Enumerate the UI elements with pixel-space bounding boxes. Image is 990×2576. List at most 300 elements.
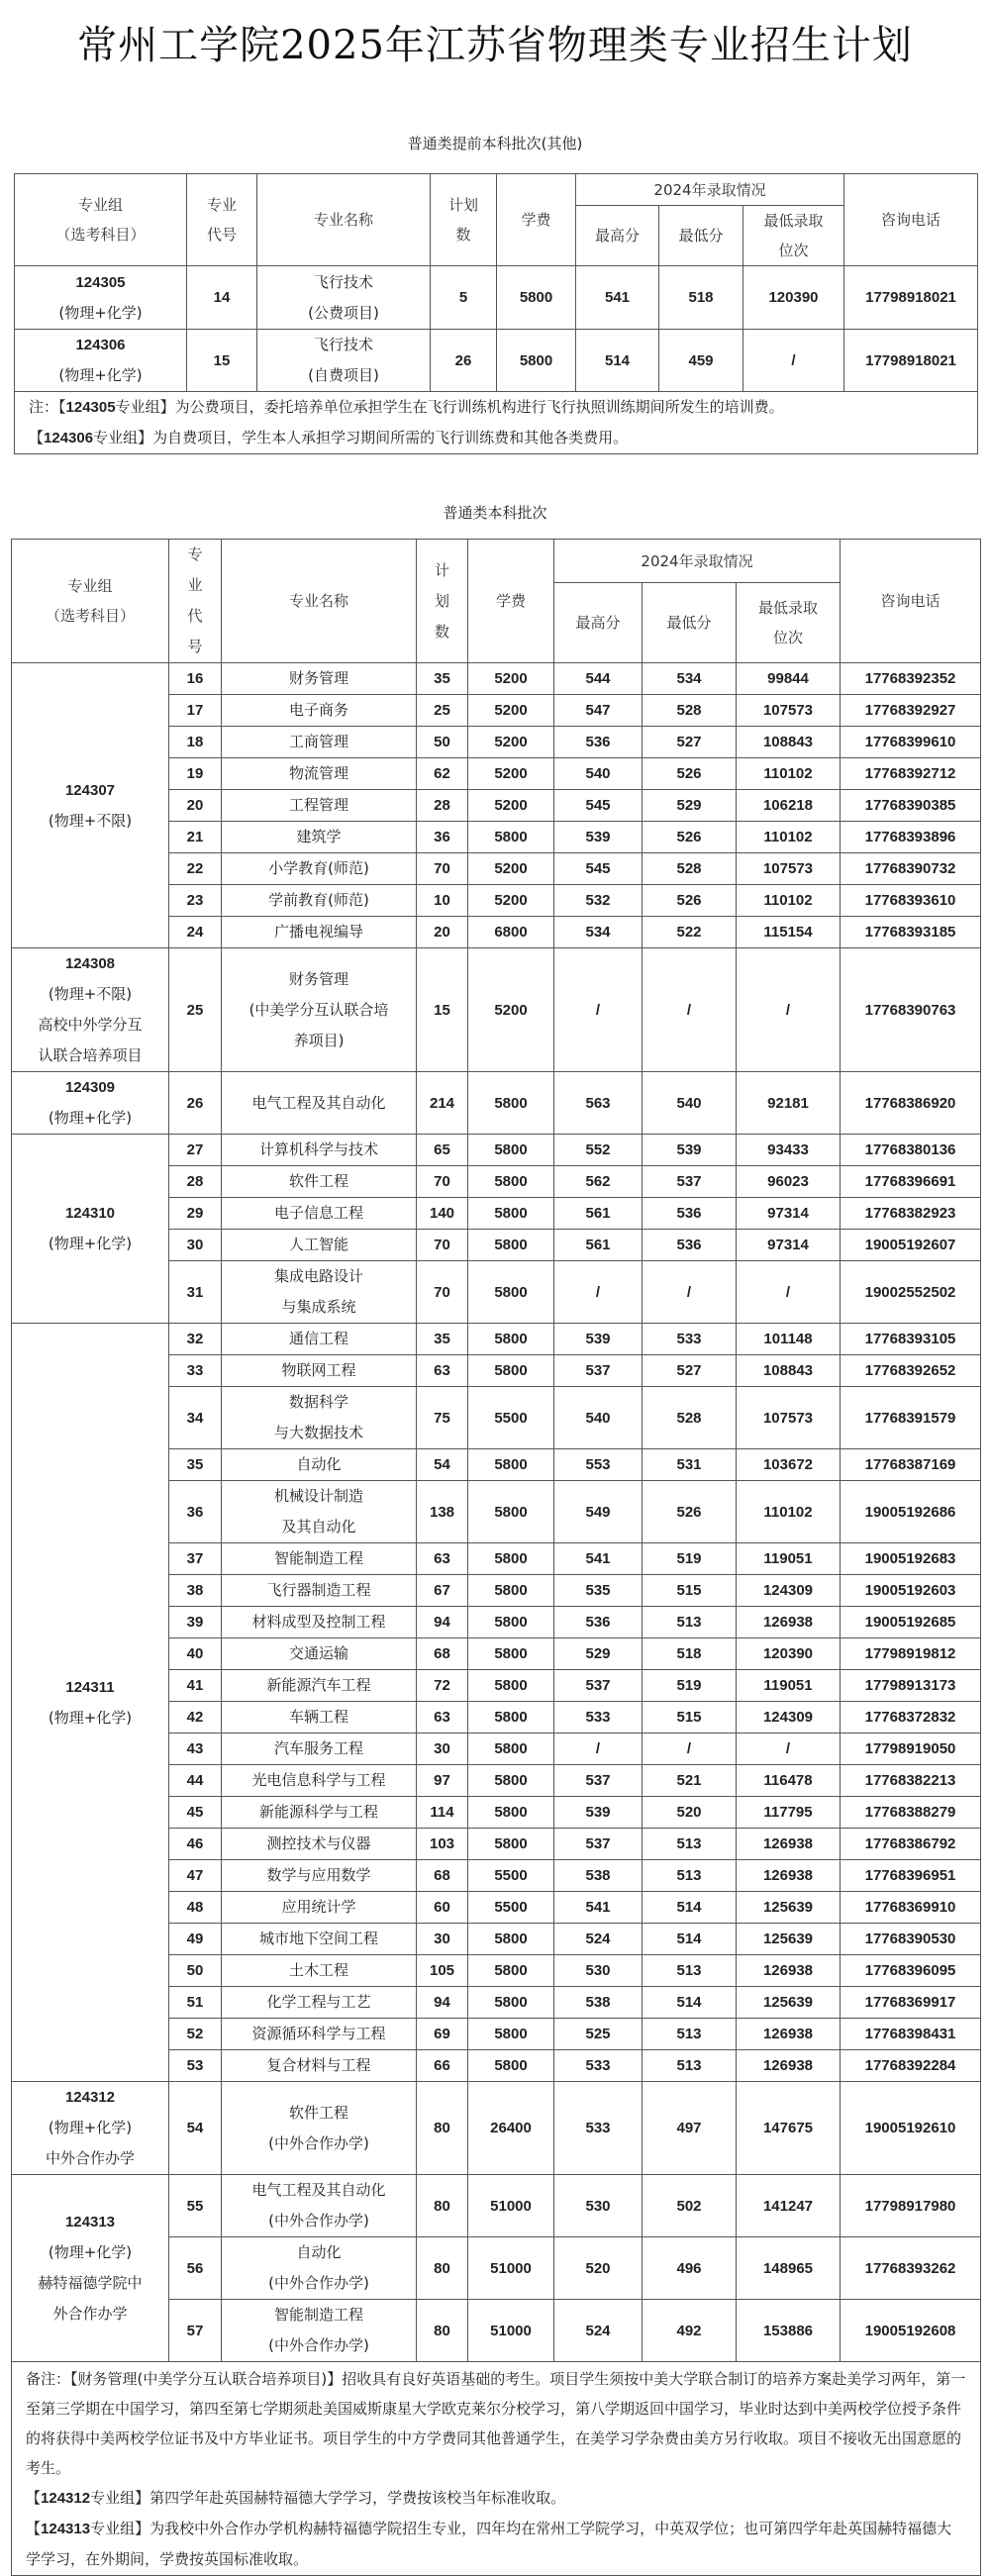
plan-count: 26 [431, 330, 497, 392]
plan-count: 70 [417, 1166, 468, 1198]
max-score: / [554, 948, 643, 1072]
phone: 17768392284 [841, 2050, 981, 2082]
max-score: 547 [554, 695, 643, 727]
min-score: 513 [643, 2019, 737, 2050]
min-score: 459 [659, 330, 743, 392]
text-line: 与集成系统 [281, 1298, 356, 1316]
max-score: 536 [554, 1607, 643, 1638]
major-code: 25 [169, 948, 222, 1072]
phone: 17768393185 [841, 917, 981, 948]
max-score: 541 [554, 1543, 643, 1575]
min-score: 531 [643, 1449, 737, 1481]
plan-count: 70 [417, 1261, 468, 1324]
text-line: 电气工程及其自动化 [251, 1093, 386, 1112]
max-score: / [554, 1734, 643, 1765]
min-score: 502 [643, 2175, 737, 2237]
group-subject: 高校中外学分互 [38, 1016, 143, 1034]
group-subject: (物理+化学) [48, 1235, 133, 1252]
text-line: 自动化 [296, 1455, 342, 1473]
note-group-code: 124313 [41, 2520, 91, 2537]
group-cell [12, 1072, 169, 1135]
min-rank: 99844 [737, 663, 841, 695]
major-code: 28 [169, 1166, 222, 1198]
phone: 17768393610 [841, 885, 981, 917]
text-line: (中外合作办学) [268, 2274, 369, 2292]
max-score: 537 [554, 1355, 643, 1387]
text-line: 学前教育(师范) [268, 891, 369, 909]
header-fee: 学费 [497, 174, 576, 266]
phone: 17768399610 [841, 727, 981, 758]
min-score: 527 [643, 1355, 737, 1387]
min-rank: 110102 [737, 822, 841, 853]
plan-count: 67 [417, 1575, 468, 1607]
min-rank: 116478 [737, 1765, 841, 1797]
major-name [222, 790, 417, 822]
tuition: 5800 [468, 1135, 554, 1166]
major-name [222, 1449, 417, 1481]
group-code: 124313 [64, 2214, 116, 2230]
plan-count: 36 [417, 822, 468, 853]
min-rank: / [743, 330, 844, 392]
table-row [12, 2082, 981, 2175]
plan-count: 94 [417, 1987, 468, 2019]
major-name [222, 2300, 417, 2362]
note-suffix: 专业组】为自费项目，学生本人承担学习期间所需的飞行训练费和其他各类费用。 [93, 429, 629, 446]
tuition: 5200 [468, 663, 554, 695]
plan-count: 35 [417, 1324, 468, 1355]
max-score: 539 [554, 1797, 643, 1829]
max-score: 544 [554, 663, 643, 695]
min-score: 526 [643, 1481, 737, 1543]
header-char-line: 代 [187, 607, 203, 625]
min-score: 521 [643, 1765, 737, 1797]
phone: 17768396095 [841, 1955, 981, 1987]
group-code: 124309 [64, 1079, 116, 1096]
max-score: 539 [554, 822, 643, 853]
major-name [257, 330, 431, 392]
major-code: 50 [169, 1955, 222, 1987]
text-line: (自费项目) [308, 366, 379, 384]
tuition: 5800 [468, 1575, 554, 1607]
major-name [222, 758, 417, 790]
max-score: 529 [554, 1638, 643, 1670]
major-code: 34 [169, 1387, 222, 1449]
header-plan [417, 540, 468, 663]
group-code: 124306 [75, 337, 126, 353]
min-rank: 108843 [737, 1355, 841, 1387]
major-name [222, 1607, 417, 1638]
tuition: 5200 [468, 948, 554, 1072]
max-score: 538 [554, 1987, 643, 2019]
min-rank: 126938 [737, 1955, 841, 1987]
early-batch-table [14, 173, 978, 454]
tuition: 5500 [468, 1860, 554, 1892]
min-score: 539 [643, 1135, 737, 1166]
tuition: 5800 [468, 2019, 554, 2050]
header-fee: 学费 [468, 540, 554, 663]
text-line: 飞行器制造工程 [266, 1581, 371, 1599]
phone: 17768393105 [841, 1324, 981, 1355]
major-name [222, 1166, 417, 1198]
text-line: 资源循环科学与工程 [251, 2025, 386, 2042]
max-score: 524 [554, 2300, 643, 2362]
plan-count: 214 [417, 1072, 468, 1135]
note-line [26, 2514, 966, 2574]
tuition: 5200 [468, 727, 554, 758]
text-line: 工程管理 [288, 796, 348, 814]
text-line: 财务管理 [288, 669, 348, 687]
header-char-line: 号 [187, 638, 203, 655]
min-rank: 115154 [737, 917, 841, 948]
tuition: 5800 [468, 1261, 554, 1324]
max-score: 562 [554, 1166, 643, 1198]
min-score: 513 [643, 1955, 737, 1987]
tuition: 5800 [468, 1355, 554, 1387]
min-rank: 141247 [737, 2175, 841, 2237]
min-score: 522 [643, 917, 737, 948]
phone: 17768392927 [841, 695, 981, 727]
plan-count: 80 [417, 2300, 468, 2362]
min-score: 519 [643, 1543, 737, 1575]
min-score: 534 [643, 663, 737, 695]
plan-count: 60 [417, 1892, 468, 1924]
tuition: 5200 [468, 885, 554, 917]
plan-count: 25 [417, 695, 468, 727]
table-row [12, 1135, 981, 1166]
note-group-code: 124306 [44, 430, 94, 446]
group-subject: 赫特福德学院中 [38, 2274, 143, 2292]
major-name [222, 1355, 417, 1387]
phone: 17768392352 [841, 663, 981, 695]
header-char-line: 数 [455, 226, 471, 244]
major-code: 37 [169, 1543, 222, 1575]
max-score: 530 [554, 2175, 643, 2237]
header-phone: 咨询电话 [844, 174, 978, 266]
max-score: 541 [576, 266, 659, 330]
min-score: 518 [659, 266, 743, 330]
min-score: / [643, 948, 737, 1072]
min-score: 514 [643, 1892, 737, 1924]
phone: 17798918021 [844, 330, 978, 392]
major-name [222, 695, 417, 727]
group-subject: (物理+不限) [48, 811, 133, 830]
min-rank: 119051 [737, 1670, 841, 1702]
header-code [169, 540, 222, 663]
text-line: (中美学分互认联合培 [248, 1000, 389, 1019]
plan-count: 5 [431, 266, 497, 330]
max-score: 561 [554, 1230, 643, 1261]
tuition: 5800 [468, 1230, 554, 1261]
tuition: 5800 [468, 1072, 554, 1135]
major-code: 21 [169, 822, 222, 853]
min-rank: 125639 [737, 1987, 841, 2019]
tuition: 5800 [468, 1797, 554, 1829]
min-score: 529 [643, 790, 737, 822]
phone: 17768380136 [841, 1135, 981, 1166]
min-score: 515 [643, 1575, 737, 1607]
note-group-code: 124305 [65, 399, 116, 416]
min-rank: 96023 [737, 1166, 841, 1198]
text-line: 智能制造工程 [273, 1549, 363, 1567]
text-line: (中外合作办学) [268, 2212, 369, 2229]
regular-batch-table [11, 539, 981, 2576]
phone: 17768382213 [841, 1765, 981, 1797]
major-name [222, 1860, 417, 1892]
text-line: 机械设计制造 [273, 1487, 363, 1505]
min-rank: 110102 [737, 758, 841, 790]
major-name [222, 1198, 417, 1230]
min-rank: 125639 [737, 1924, 841, 1955]
plan-count: 35 [417, 663, 468, 695]
text-line: 自动化 [296, 2243, 342, 2261]
notes-cell [12, 2362, 981, 2576]
tuition: 5800 [468, 1987, 554, 2019]
header-code [187, 174, 257, 266]
min-rank: 107573 [737, 853, 841, 885]
major-code: 55 [169, 2175, 222, 2237]
plan-count: 140 [417, 1198, 468, 1230]
phone: 17768386920 [841, 1072, 981, 1135]
major-name [222, 1387, 417, 1449]
tuition: 5800 [468, 2050, 554, 2082]
text-line: 新能源汽车工程 [266, 1676, 371, 1694]
tuition: 5500 [468, 1387, 554, 1449]
major-code: 20 [169, 790, 222, 822]
max-score: 525 [554, 2019, 643, 2050]
max-score: 535 [554, 1575, 643, 1607]
phone: 17768372832 [841, 1702, 981, 1734]
tuition: 5800 [468, 1638, 554, 1670]
min-score: 536 [643, 1230, 737, 1261]
min-score: 526 [643, 758, 737, 790]
major-code: 53 [169, 2050, 222, 2082]
text-line: 与大数据技术 [273, 1424, 363, 1441]
plan-count: 28 [417, 790, 468, 822]
major-name [257, 266, 431, 330]
min-rank: 93433 [737, 1135, 841, 1166]
min-rank: 126938 [737, 2050, 841, 2082]
table-row [15, 330, 978, 392]
plan-count: 70 [417, 1230, 468, 1261]
text-line: 飞行技术 [313, 272, 373, 291]
phone: 17768390732 [841, 853, 981, 885]
major-name [222, 663, 417, 695]
tuition: 5500 [468, 1892, 554, 1924]
tuition: 5800 [468, 1924, 554, 1955]
major-code: 45 [169, 1797, 222, 1829]
major-code: 39 [169, 1607, 222, 1638]
text-line: 集成电路设计 [273, 1267, 363, 1285]
major-name [222, 917, 417, 948]
text-line: 建筑学 [296, 828, 342, 845]
group-code: 124308 [64, 955, 116, 972]
max-score: 520 [554, 2237, 643, 2300]
tuition: 5800 [468, 1607, 554, 1638]
plan-count: 75 [417, 1387, 468, 1449]
header-group: 专业组 （选考科目） [12, 540, 169, 663]
plan-count: 20 [417, 917, 468, 948]
text-line: 计算机科学与技术 [258, 1140, 378, 1158]
phone: 17798917980 [841, 2175, 981, 2237]
text-line: 材料成型及控制工程 [251, 1613, 386, 1631]
min-score: 496 [643, 2237, 737, 2300]
major-code: 16 [169, 663, 222, 695]
plan-count: 80 [417, 2237, 468, 2300]
min-rank: 107573 [737, 695, 841, 727]
header-min-rank: 最低录取 位次 [737, 583, 841, 663]
table-row [12, 1324, 981, 1355]
text-line: 飞行技术 [313, 336, 373, 353]
major-code: 46 [169, 1829, 222, 1860]
text-line: 数学与应用数学 [266, 1866, 371, 1884]
min-rank: 120390 [743, 266, 844, 330]
tuition: 26400 [468, 2082, 554, 2175]
text-line: 应用统计学 [281, 1898, 356, 1916]
note-line [29, 392, 963, 423]
header-char-line: 业 [187, 576, 203, 594]
text-line: 新能源科学与工程 [258, 1803, 378, 1821]
min-rank: / [737, 1261, 841, 1324]
major-name [222, 1135, 417, 1166]
max-score: 534 [554, 917, 643, 948]
major-code: 49 [169, 1924, 222, 1955]
text-line: 及其自动化 [281, 1518, 356, 1536]
major-name [222, 1575, 417, 1607]
plan-count: 138 [417, 1481, 468, 1543]
group-subject: (物理+不限) [48, 985, 133, 1003]
header-char-line: 代号 [206, 226, 237, 244]
major-code: 33 [169, 1355, 222, 1387]
header-max-score: 最高分 [576, 206, 659, 266]
min-rank: / [737, 948, 841, 1072]
major-code: 15 [187, 330, 257, 392]
min-score: 492 [643, 2300, 737, 2362]
major-code: 24 [169, 917, 222, 948]
min-score: 518 [643, 1638, 737, 1670]
group-subject: 中外合作办学 [45, 2149, 135, 2167]
min-rank: 117795 [737, 1797, 841, 1829]
tuition: 5800 [468, 1765, 554, 1797]
table-row [12, 1072, 981, 1135]
phone: 19005192683 [841, 1543, 981, 1575]
plan-count: 63 [417, 1702, 468, 1734]
major-code: 47 [169, 1860, 222, 1892]
min-score: / [643, 1261, 737, 1324]
group-subject: (物理+化学) [58, 303, 143, 322]
page-title: 常州工学院2025年江苏省物理类专业招生计划 [77, 23, 913, 68]
note-prefix: 【 [26, 2519, 42, 2537]
text-line: 通信工程 [288, 1330, 348, 1347]
major-name [222, 1638, 417, 1670]
text-line: (公费项目) [308, 303, 379, 322]
table-row [12, 948, 981, 1072]
tuition: 51000 [468, 2300, 554, 2362]
min-score: 528 [643, 853, 737, 885]
text-line: 电气工程及其自动化 [251, 2181, 386, 2199]
min-rank: 97314 [737, 1198, 841, 1230]
phone: 17768396951 [841, 1860, 981, 1892]
major-code: 23 [169, 885, 222, 917]
min-rank: 126938 [737, 2019, 841, 2050]
phone: 17768393262 [841, 2237, 981, 2300]
text-line: 电子商务 [288, 701, 348, 719]
plan-count: 30 [417, 1734, 468, 1765]
min-score: 514 [643, 1987, 737, 2019]
major-code: 51 [169, 1987, 222, 2019]
major-name [222, 2175, 417, 2237]
max-score: 561 [554, 1198, 643, 1230]
plan-count: 63 [417, 1355, 468, 1387]
plan-count: 80 [417, 2082, 468, 2175]
major-code: 19 [169, 758, 222, 790]
min-rank: 125639 [737, 1892, 841, 1924]
max-score: 533 [554, 2050, 643, 2082]
note-group-code: 124312 [41, 2489, 91, 2507]
major-name [222, 1261, 417, 1324]
tuition: 5200 [468, 853, 554, 885]
major-code: 38 [169, 1575, 222, 1607]
max-score: 545 [554, 790, 643, 822]
group-cell [12, 2175, 169, 2362]
phone: 19005192607 [841, 1230, 981, 1261]
tuition: 51000 [468, 2237, 554, 2300]
phone: 19005192685 [841, 1607, 981, 1638]
text-line: (中外合作办学) [268, 2133, 369, 2152]
min-score: 527 [643, 727, 737, 758]
tuition: 5800 [468, 1670, 554, 1702]
max-score: 537 [554, 1670, 643, 1702]
plan-count: 62 [417, 758, 468, 790]
tuition: 5800 [468, 822, 554, 853]
phone: 17798913173 [841, 1670, 981, 1702]
major-code: 14 [187, 266, 257, 330]
max-score: 524 [554, 1924, 643, 1955]
major-code: 43 [169, 1734, 222, 1765]
max-score: 532 [554, 885, 643, 917]
header-name: 专业名称 [222, 540, 417, 663]
max-score: 539 [554, 1324, 643, 1355]
phone: 17768369910 [841, 1892, 981, 1924]
phone: 17768398431 [841, 2019, 981, 2050]
tuition: 5200 [468, 695, 554, 727]
max-score: 540 [554, 1387, 643, 1449]
table-row [12, 663, 981, 695]
group-subject: 外合作办学 [52, 2305, 128, 2323]
major-code: 30 [169, 1230, 222, 1261]
note-suffix: 专业组】为我校中外合作办学机构赫特福德学院招生专业，四年均在常州工学院学习，中英双学位；也可第四学年赴英国赫特福德大学学习，在外期间，学费按英国标准收取。 [26, 2519, 952, 2568]
major-name [222, 2237, 417, 2300]
min-rank: 103672 [737, 1449, 841, 1481]
text-line: 软件工程 [288, 1172, 348, 1190]
tuition: 6800 [468, 917, 554, 948]
min-rank: 107573 [737, 1387, 841, 1449]
max-score: 536 [554, 727, 643, 758]
plan-count: 80 [417, 2175, 468, 2237]
text-line: 软件工程 [288, 2103, 348, 2122]
min-rank: 110102 [737, 1481, 841, 1543]
tuition: 5800 [468, 1543, 554, 1575]
tuition: 51000 [468, 2175, 554, 2237]
major-name [222, 1481, 417, 1543]
phone: 19005192603 [841, 1575, 981, 1607]
plan-count: 68 [417, 1638, 468, 1670]
group-cell [12, 948, 169, 1072]
phone: 17768390530 [841, 1924, 981, 1955]
text-line: 小学教育(师范) [268, 859, 369, 877]
phone: 17768392652 [841, 1355, 981, 1387]
phone: 17768382923 [841, 1198, 981, 1230]
plan-count: 94 [417, 1607, 468, 1638]
